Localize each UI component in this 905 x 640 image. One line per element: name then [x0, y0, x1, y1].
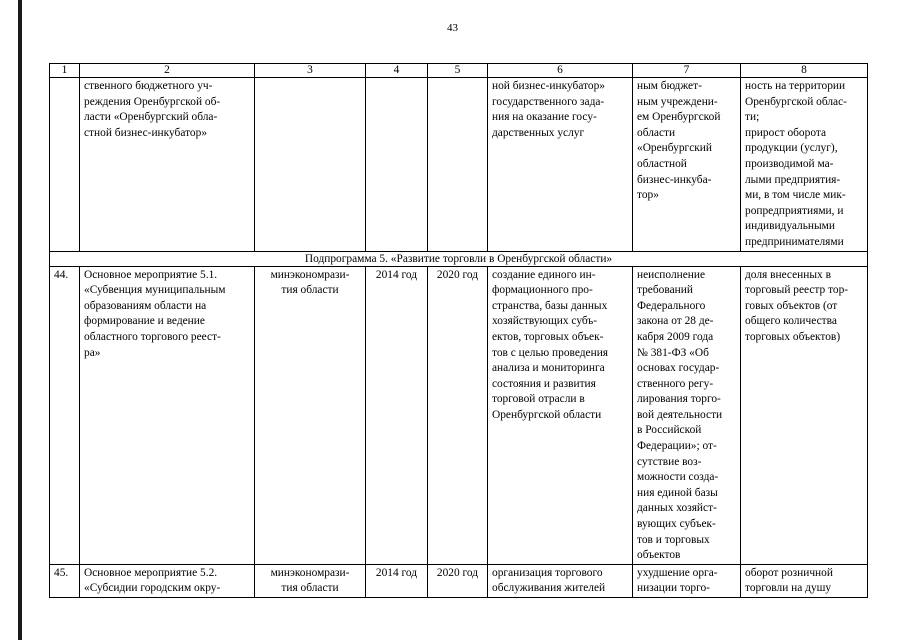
- subprogram-row: [50, 251, 868, 266]
- start-year: [366, 78, 428, 252]
- column-number: 7: [633, 64, 741, 78]
- end-year: 2020 год: [428, 564, 488, 597]
- column-number: 6: [488, 64, 633, 78]
- measure-name: Основное мероприятие 5.1. «Субвенция муниципальным образованиям области на формирование и ведение областного торгового реест- ра»: [80, 266, 255, 564]
- responsible-executor: минэкономрази- тия области: [255, 564, 366, 597]
- non-implementation-consequences: ухудшение орга- низации торго-: [633, 564, 741, 597]
- page-number: 43: [447, 22, 458, 34]
- row-number: [50, 78, 80, 252]
- subprogram-title: Подпрограмма 5. «Развитие торговли в Оренбургской области»: [50, 251, 868, 266]
- column-number: 1: [50, 64, 80, 78]
- non-implementation-consequences: ным бюджет- ным учреждени- ем Оренбургской области «Оренбургский областной бизнес-инкуба- тор»: [633, 78, 741, 252]
- end-year: 2020 год: [428, 266, 488, 564]
- expected-result: создание единого ин- формационного про- странства, базы данных хозяйствующих субъ- ектов, торговых объек- тов с целью проведения анализа и мониторинга состояния и развития торговой отрасли в Оренбургской области: [488, 266, 633, 564]
- column-number: 5: [428, 64, 488, 78]
- column-number: 8: [741, 64, 868, 78]
- end-year: [428, 78, 488, 252]
- expected-result: ной бизнес-инкубатор» государственного зада- ния на оказание госу- дарственных услуг: [488, 78, 633, 252]
- column-number: 4: [366, 64, 428, 78]
- table-row: [50, 266, 868, 564]
- measure-name: ственного бюджетного уч- реждения Оренбургской об- ласти «Оренбургский обла- стной бизнес-инкубатор»: [80, 78, 255, 252]
- responsible-executor: минэкономрази- тия области: [255, 266, 366, 564]
- start-year: 2014 год: [366, 564, 428, 597]
- indicator-link: доля внесенных в торговый реестр тор- говых объектов (от общего количества торговых объектов): [741, 266, 868, 564]
- expected-result: организация торгового обслуживания жителей: [488, 564, 633, 597]
- non-implementation-consequences: неисполнение требований Федерального закона от 28 де- кабря 2009 года № 381-ФЗ «Об основах государ- ственного регу- лирования торго- вой деятельности в Российской Федерации»; от- сутствие воз- можности созда- ния единой базы данных хозяйст- вующих субъек- тов и торговых объектов: [633, 266, 741, 564]
- measure-name: Основное мероприятие 5.2. «Субсидии городским окру-: [80, 564, 255, 597]
- row-number: 45.: [50, 564, 80, 597]
- scan-binding-edge: [18, 0, 22, 640]
- column-number: 2: [80, 64, 255, 78]
- indicator-link: ность на территории Оренбургской облас- ти; прирост оборота продукции (услуг), производимой ма- лыми предприятия- ми, в том числе мик- ропредприятиями, и индивидуальными предпринимателями: [741, 78, 868, 252]
- column-number: 3: [255, 64, 366, 78]
- row-number: 44.: [50, 266, 80, 564]
- table-row: [50, 564, 868, 597]
- indicator-link: оборот розничной торговли на душу: [741, 564, 868, 597]
- responsible-executor: [255, 78, 366, 252]
- column-number-row: [50, 64, 868, 78]
- table-row-continuation: [50, 78, 868, 252]
- measures-table: [49, 63, 868, 598]
- start-year: 2014 год: [366, 266, 428, 564]
